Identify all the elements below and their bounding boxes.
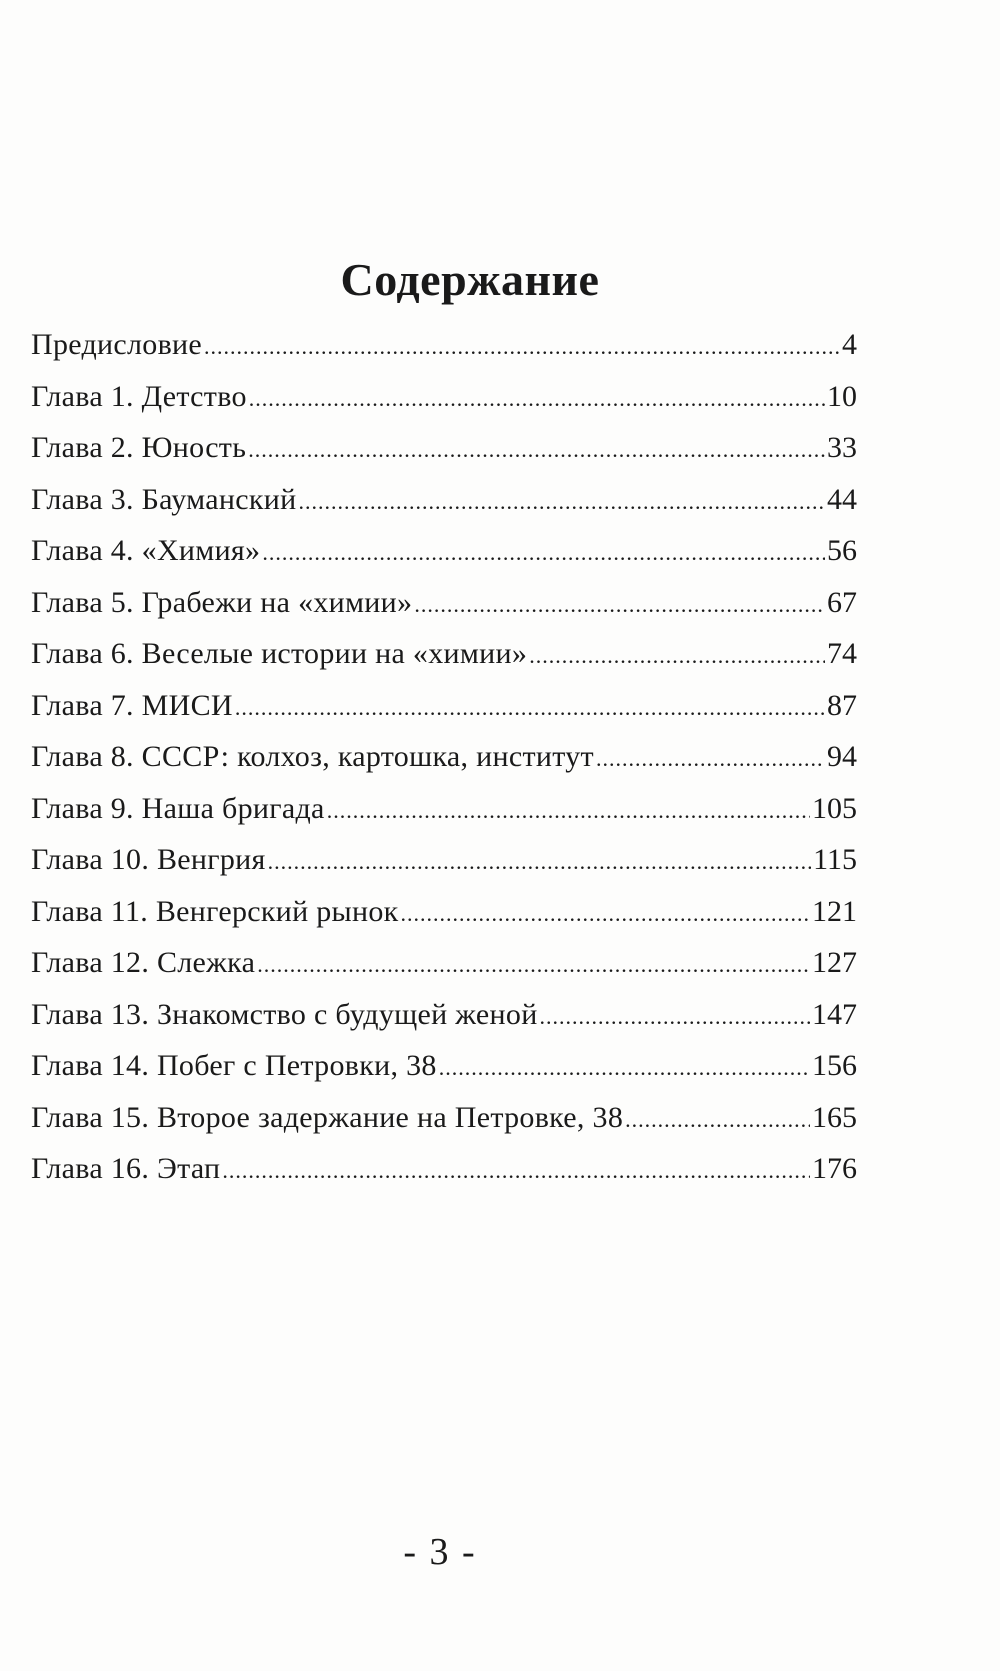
toc-entry-label: Глава 13. Знакомство с будущей женой — [31, 997, 538, 1031]
toc-entry-page: 147 — [812, 997, 857, 1031]
toc-entry-label: Глава 4. «Химия» — [31, 534, 261, 567]
toc-entry-label: Глава 9. Наша бригада — [31, 791, 325, 825]
toc-entry-page: 127 — [812, 946, 857, 979]
toc-entry-page: 115 — [813, 843, 857, 876]
toc-dot-leader — [249, 380, 825, 414]
toc-entry-page: 4 — [842, 328, 857, 361]
toc-entry-page: 165 — [812, 1100, 857, 1134]
toc-entry — [31, 1049, 857, 1101]
toc-entry — [31, 946, 857, 998]
toc-dot-leader — [540, 998, 810, 1032]
toc-entry-label: Глава 5. Грабежи на «химии» — [31, 585, 413, 619]
toc-dot-leader — [327, 792, 810, 826]
toc-dot-leader — [401, 895, 810, 929]
toc-entry — [31, 431, 857, 483]
toc-entry — [31, 740, 857, 792]
toc-entry — [31, 792, 857, 844]
toc-entry — [31, 380, 857, 432]
toc-entry-label: Глава 11. Венгерский рынок — [31, 894, 399, 928]
toc-entry-label: Глава 3. Бауманский — [31, 482, 297, 516]
toc-dot-leader — [529, 637, 825, 671]
toc-entry — [31, 534, 857, 586]
toc-entry-label: Глава 2. Юность — [31, 431, 247, 464]
toc-entry-page: 74 — [827, 637, 857, 670]
toc-entry-page: 94 — [827, 740, 857, 773]
toc-entry — [31, 689, 857, 741]
toc-entry-label: Глава 6. Веселые истории на «химии» — [31, 637, 528, 670]
toc-entry-page: 105 — [812, 791, 857, 825]
toc-entry — [31, 843, 857, 895]
toc-entry-page: 44 — [827, 482, 857, 516]
toc-dot-leader — [248, 431, 825, 465]
toc-dot-leader — [257, 946, 810, 980]
toc-entry-label: Глава 16. Этап — [31, 1152, 221, 1185]
toc-entry — [31, 1101, 857, 1153]
toc-entry — [31, 483, 857, 535]
toc-entry — [31, 998, 857, 1050]
toc-entry-page: 10 — [827, 379, 857, 413]
toc-dot-leader — [625, 1101, 810, 1135]
toc-dot-leader — [262, 534, 825, 568]
toc-dot-leader — [298, 483, 825, 517]
toc-entry-label: Глава 10. Венгрия — [31, 843, 266, 876]
toc-entry — [31, 1152, 857, 1204]
toc-entry — [31, 328, 857, 380]
toc-dot-leader — [222, 1152, 810, 1186]
toc-entry-page: 121 — [812, 894, 857, 928]
toc-dot-leader — [439, 1049, 810, 1083]
toc-dot-leader — [596, 740, 825, 774]
toc-entry-page: 176 — [812, 1152, 857, 1185]
toc-entry-page: 156 — [812, 1049, 857, 1082]
toc-entry-label: Глава 1. Детство — [31, 379, 247, 413]
toc-entry-label: Глава 7. МИСИ — [31, 688, 233, 722]
toc-dot-leader — [204, 328, 840, 362]
toc-entry-page: 67 — [827, 585, 857, 619]
toc-entry-page: 33 — [827, 431, 857, 464]
toc-dot-leader — [268, 843, 812, 877]
toc-entry-label: Глава 8. СССР: колхоз, картошка, институт — [31, 740, 594, 773]
toc-entry — [31, 586, 857, 638]
toc-entry-label: Глава 14. Побег с Петровки, 38 — [31, 1049, 437, 1082]
toc-entry-label: Глава 12. Слежка — [31, 946, 256, 979]
page-title: Содержание — [340, 253, 600, 305]
toc-entry — [31, 895, 857, 947]
toc-entry — [31, 637, 857, 689]
toc-dot-leader — [235, 689, 825, 723]
toc-entry-label: Предисловие — [31, 328, 203, 361]
toc-entry-label: Глава 15. Второе задержание на Петровке, 38 — [31, 1100, 624, 1134]
table-of-contents — [31, 328, 857, 1204]
toc-entry-page: 87 — [827, 688, 857, 722]
toc-entry-page: 56 — [827, 534, 857, 567]
toc-dot-leader — [414, 586, 825, 620]
page-number: - 3 - — [403, 1531, 477, 1573]
